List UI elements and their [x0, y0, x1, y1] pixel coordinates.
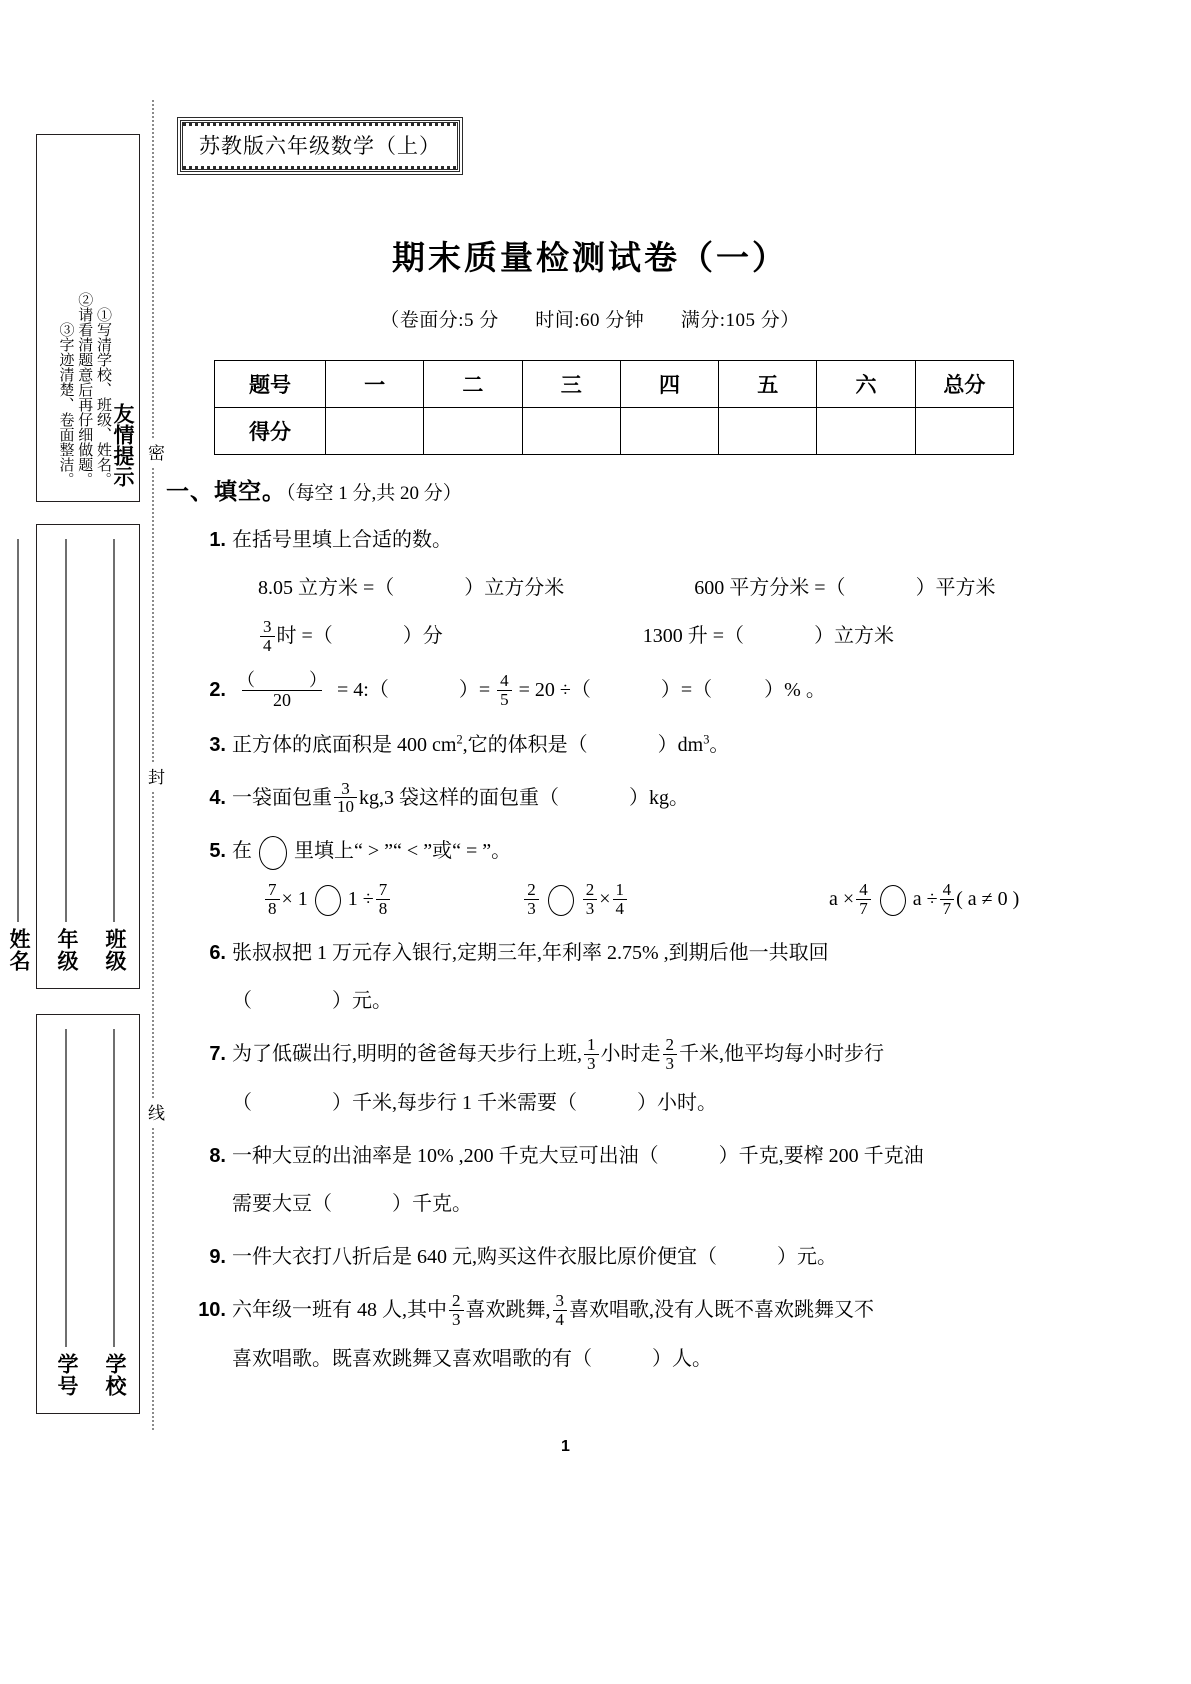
q7-part-b: 小时走 — [600, 1043, 661, 1066]
question-8 — [170, 1137, 1050, 1223]
question-10 — [170, 1291, 1050, 1378]
q3-part-3: ）dm — [657, 733, 704, 756]
fraction: $\frac{7}{8}$ — [376, 881, 391, 918]
question-stem: 在括号里填上合适的数。 — [232, 529, 452, 551]
q4-part-1: 一袋面包重 — [232, 786, 332, 809]
write-rule — [65, 539, 66, 922]
fraction: $\frac{3}{10}$ — [334, 780, 357, 817]
question-number: 3. — [209, 733, 226, 756]
tips-list — [54, 292, 110, 487]
fraction: $\frac{1}{4}$ — [613, 881, 628, 918]
write-rule — [113, 539, 114, 922]
q1-c-prompt: 时 =（ — [276, 625, 333, 647]
score-cell[interactable] — [620, 408, 718, 455]
question-7 — [170, 1035, 1050, 1122]
q4-part-2: kg,3 袋这样的面包重（ — [359, 786, 559, 809]
q1-d-prompt: 1300 升 =（ — [642, 625, 745, 647]
compare-circle-icon[interactable] — [880, 885, 906, 916]
write-rule — [113, 1029, 114, 1347]
score-table-col-4: 四 — [620, 361, 718, 408]
score-table-col-6: 六 — [817, 361, 915, 408]
fraction: $\frac{2}{3}$ — [449, 1292, 464, 1329]
write-rule — [65, 1029, 66, 1347]
question-6-line-2: （ ）元。 — [232, 990, 392, 1013]
question-number: 8. — [209, 1144, 226, 1167]
q5-cmp-1-op: × 1 — [281, 888, 308, 911]
score-table — [214, 360, 1014, 455]
q5-stem-b: 里填上“ > ”“ < ”或“ = ”。 — [294, 840, 512, 863]
score-cell[interactable] — [915, 408, 1013, 455]
q7-part-a: 为了低碳出行,明明的爸爸每天步行上班, — [232, 1043, 582, 1066]
q3-part-2: ,它的体积是（ — [462, 733, 588, 756]
q10-part-a: 六年级一班有 48 人,其中 — [232, 1298, 447, 1321]
q10-part-b: 喜欢跳舞, — [465, 1298, 551, 1321]
q4-part-3: ）kg。 — [629, 786, 689, 809]
question-list — [170, 521, 1050, 1378]
question-number: 2. — [209, 678, 226, 701]
tips-item: ①写清学校、班级、姓名。 — [95, 307, 111, 487]
main-content — [166, 120, 1050, 1378]
field-name[interactable] — [3, 539, 33, 972]
page-title: 期末质量检测试卷（一） — [392, 239, 788, 276]
table-row-scores — [215, 408, 1014, 455]
tips-item: ③字迹清楚、卷面整洁。 — [57, 322, 74, 487]
q5-cmp-3-lpre: a × — [829, 888, 855, 911]
score-table-col-1: 一 — [326, 361, 424, 408]
q1-d-unit: ）立方米 — [814, 625, 895, 647]
question-6 — [170, 934, 1050, 1020]
q5-cmp-1-rpre: 1 ÷ — [347, 888, 374, 911]
score-table-col-3: 三 — [522, 361, 620, 408]
question-8-line-1: 一种大豆的出油率是 10% ,200 千克大豆可出油（ ）千克,要榨 200 千克油 — [232, 1144, 924, 1167]
exam-meta-total: 满分:105 分） — [680, 310, 800, 331]
q2-part-2: ）= — [458, 678, 491, 701]
tips-title: 友情提示 — [111, 403, 134, 487]
question-number: 9. — [209, 1245, 226, 1268]
q1-a-prompt: 8.05 立方米 =（ — [258, 577, 395, 599]
sidebar — [7, 134, 142, 1414]
question-5 — [170, 832, 1050, 919]
field-label-class: 班级 — [103, 928, 126, 972]
field-label-student-id: 学号 — [55, 1353, 78, 1397]
question-8-line-2: 需要大豆（ ）千克。 — [232, 1192, 472, 1215]
q1-c-unit: ）分 — [402, 625, 443, 647]
question-7-line-1 — [232, 1035, 1050, 1074]
score-table-row-label: 题号 — [215, 361, 326, 408]
section-index: 一、 — [166, 478, 214, 504]
question-number: 10. — [198, 1298, 226, 1321]
fraction: $\frac{4}{7}$ — [940, 881, 955, 918]
section-name: 填空。 — [214, 478, 286, 504]
question-3-text — [232, 726, 1050, 764]
fraction: $\frac{2}{3}$ — [524, 881, 539, 918]
question-number: 4. — [209, 786, 226, 809]
q3-sup-1: 2 — [456, 731, 463, 746]
fraction: $\frac{2}{3}$ — [583, 881, 598, 918]
question-number: 7. — [209, 1043, 226, 1066]
question-1-row-2 — [232, 617, 1050, 656]
q2-part-5: ）% 。 — [764, 678, 826, 701]
question-5-comparisons — [232, 880, 1050, 919]
q3-part-4: 。 — [709, 733, 730, 756]
score-cell[interactable] — [424, 408, 522, 455]
field-label-school: 学校 — [103, 1353, 126, 1397]
q5-cmp-3-rpre: a ÷ — [912, 888, 938, 911]
score-table-row-label: 得分 — [215, 408, 326, 455]
fraction: $\frac{4}{7}$ — [856, 881, 871, 918]
compare-circle-icon[interactable] — [548, 885, 574, 916]
exam-meta-paper: （卷面分:5 分 — [380, 310, 499, 331]
write-rule — [17, 539, 18, 922]
question-2 — [170, 671, 1050, 711]
fraction-blank-over-20: $\frac{( )}{20}$ — [237, 669, 327, 710]
q2-part-1: = 4:（ — [337, 678, 389, 701]
q5-cmp-2 — [522, 880, 629, 919]
field-class[interactable] — [99, 539, 129, 972]
sidebar-box-class-grade-name — [7, 524, 140, 989]
textbook-badge: 苏教版六年级数学（上） — [180, 120, 460, 172]
q5-cmp-2-op: × — [599, 888, 611, 911]
fraction: $\frac{4}{5}$ — [497, 672, 512, 709]
q2-part-4: ）=（ — [660, 678, 713, 701]
question-number: 6. — [209, 942, 226, 965]
q3-part-1: 正方体的底面积是 400 cm — [232, 733, 457, 756]
question-1 — [170, 521, 1050, 656]
sidebar-box-school-id — [36, 1014, 140, 1414]
compare-circle-icon[interactable] — [259, 836, 287, 870]
question-2-expression — [232, 671, 1050, 711]
field-student-id[interactable] — [51, 1029, 81, 1397]
fraction: $\frac{7}{8}$ — [265, 881, 280, 918]
score-cell[interactable] — [719, 408, 817, 455]
question-7-line-2: （ ）千米,每步行 1 千米需要（ ）小时。 — [232, 1091, 717, 1114]
fraction: $\frac{3}{4}$ — [553, 1292, 568, 1329]
question-number: 1. — [209, 529, 226, 551]
seal-word-feng: 封 — [139, 762, 167, 791]
table-row-question-numbers — [215, 361, 1014, 408]
question-9-line-1: 一件大衣打八折后是 640 元,购买这件衣服比原价便宜（ ）元。 — [232, 1245, 837, 1268]
q10-part-c: 喜欢唱歌,没有人既不喜欢跳舞又不 — [569, 1298, 874, 1321]
question-4-text — [232, 779, 1050, 818]
field-school[interactable] — [99, 1029, 129, 1397]
seal-word-xian: 线 — [139, 1098, 167, 1127]
q5-cmp-1 — [263, 880, 392, 919]
tips-item: ②请看清题意后再仔细做题。 — [76, 292, 93, 487]
fraction: $\frac{2}{3}$ — [663, 1036, 678, 1073]
section-heading — [166, 473, 1050, 506]
field-label-name: 姓名 — [7, 928, 30, 972]
score-table-col-2: 二 — [424, 361, 522, 408]
fraction: $\frac{3}{4}$ — [260, 618, 275, 655]
fraction: $\frac{1}{3}$ — [584, 1036, 599, 1073]
q2-part-3: = 20 ÷（ — [518, 678, 591, 701]
score-cell[interactable] — [522, 408, 620, 455]
field-grade[interactable] — [51, 539, 81, 972]
q3-sup-2: 3 — [703, 731, 710, 746]
field-label-grade: 年级 — [55, 928, 78, 972]
score-cell[interactable] — [817, 408, 915, 455]
exam-meta-time: 时间:60 分钟 — [535, 310, 645, 331]
q5-cmp-3-cond: ( a ≠ 0 ) — [956, 888, 1020, 911]
score-cell[interactable] — [326, 408, 424, 455]
score-table-col-total: 总分 — [915, 361, 1013, 408]
exam-meta — [170, 305, 1050, 332]
question-9 — [170, 1238, 1050, 1276]
sidebar-box-tips — [36, 134, 140, 502]
q5-stem-a: 在 — [232, 840, 252, 863]
question-4 — [170, 779, 1050, 818]
question-number: 5. — [209, 840, 226, 863]
q1-b-prompt: 600 平方分米 =（ — [694, 577, 846, 599]
q1-a-unit: ）立方分米 — [464, 577, 565, 599]
question-1-row-1 — [232, 569, 1050, 607]
seal-word-mi: 密 — [139, 438, 167, 467]
score-table-col-5: 五 — [719, 361, 817, 408]
compare-circle-icon[interactable] — [315, 885, 341, 916]
question-10-line-1 — [232, 1291, 1050, 1330]
question-6-line-1: 张叔叔把 1 万元存入银行,定期三年,年利率 2.75% ,到期后他一共取回 — [232, 942, 829, 965]
page-number: 1 — [561, 1438, 570, 1455]
q1-b-unit: ）平方米 — [915, 577, 996, 599]
q5-cmp-3 — [829, 880, 1020, 919]
q7-part-c: 千米,他平均每小时步行 — [679, 1043, 884, 1066]
question-10-line-2: 喜欢唱歌。既喜欢跳舞又喜欢唱歌的有（ ）人。 — [232, 1347, 712, 1370]
section-points: （每空 1 分,共 20 分） — [286, 483, 462, 504]
question-5-stem — [232, 832, 1050, 870]
question-3 — [170, 726, 1050, 764]
